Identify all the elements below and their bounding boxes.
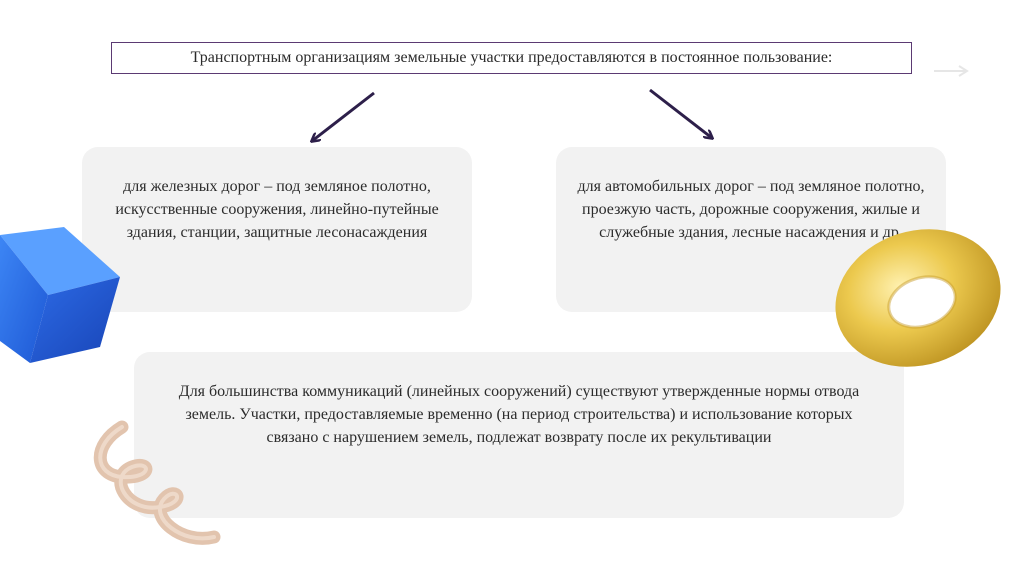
railway-box — [82, 147, 472, 312]
torus-icon — [830, 228, 1005, 368]
railway-text: для железных дорог – под земляное полотно, искусственные сооружения, линейно-путейные здания, станции, защитные лесонасаждения — [115, 178, 439, 241]
communications-box — [134, 352, 904, 518]
communications-text: Для большинства коммуникаций (линейных сооружений) существуют утвержденные нормы отвода земель. Участки, предоставляемые временно (на период строительства) и использование которых связано с нарушением земель, подлежат возврату после их рекультивации — [178, 383, 860, 446]
faint-arrow-icon — [932, 62, 972, 78]
squiggle-icon — [82, 415, 232, 560]
cube-icon — [0, 225, 125, 365]
arrow-left — [312, 93, 374, 141]
title-text: Транспортным организациям земельные участки предоставляются в постоянное пользование: — [190, 49, 833, 66]
arrow-right — [650, 90, 712, 138]
highway-text: для автомобильных дорог – под земляное полотно, проезжую часть, дорожные сооружения, жилые и служебные здания, лесные насаждения и др. — [577, 178, 925, 241]
